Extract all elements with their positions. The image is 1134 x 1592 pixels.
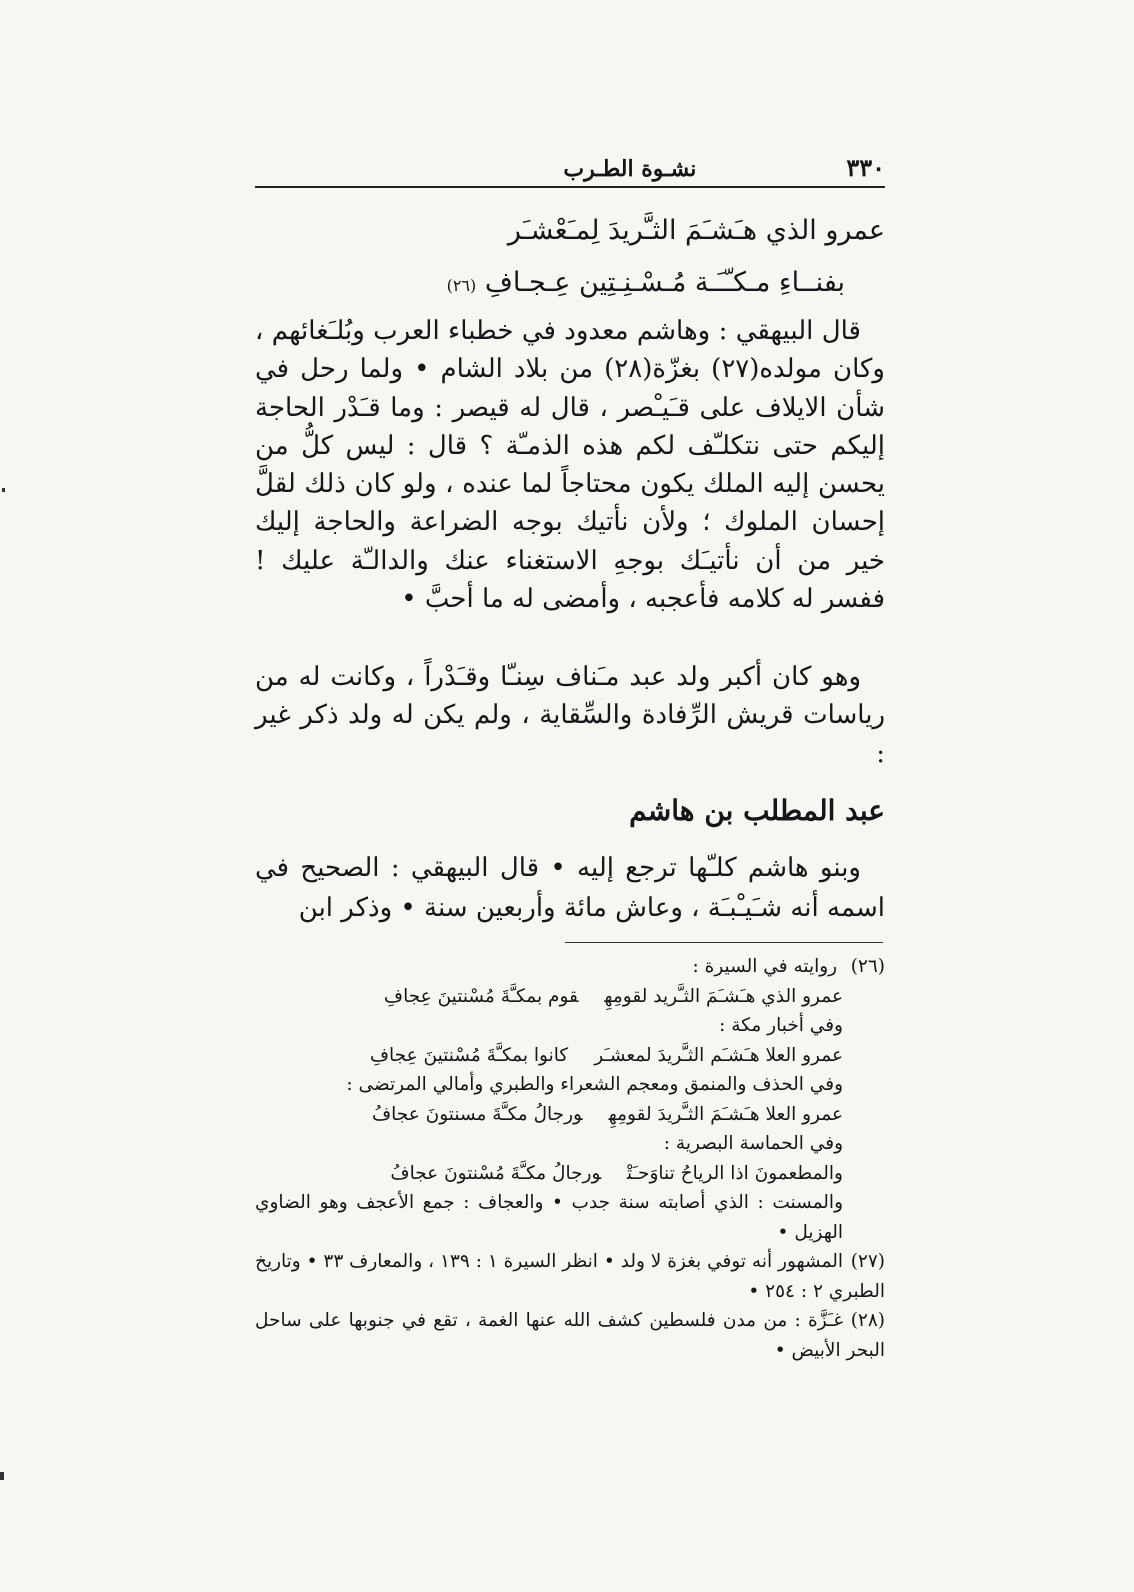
- scan-speck: [2, 488, 5, 492]
- paragraph-abd-manaf: وهو كان أكبر ولد عبد مـَناف سِنـّا وقـَدْراً ، وكانت له من رياسات قريش الرِّفادة والسِّقاية ، ولم يكن له ولد ذكر غير :: [255, 662, 885, 769]
- footnote-27: [255, 1247, 885, 1306]
- hemistich-a: والمطعمونَ اذا الرياحُ تناوَحـَتْ: [627, 1162, 843, 1184]
- page-number: ٣٣٠: [846, 153, 885, 182]
- footnote-verse-1: [255, 982, 885, 1012]
- footnote-verse-3: [255, 1100, 885, 1130]
- footnote-text: المشهور أنه توفي بغزة لا ولد • انظر السيرة ١ : ١٣٩ ، والمعارف ٣٣ • وتاريخ الطبري ٢ : ٢٥٤ •: [255, 1251, 885, 1302]
- footnotes: [255, 952, 885, 1365]
- verse-line-1: عمرو الذي هـَشـَمَ الثـَّريدَ لِمـَعْشـَر: [507, 215, 885, 246]
- footnote-source-label: وفي الحماسة البصرية :: [663, 1133, 843, 1154]
- hemistich-b: ورجالُ مكـَّةَ مُسْنتونَ عجافُ: [390, 1162, 602, 1184]
- footnote-source-label: وفي أخبار مكة :: [719, 1015, 843, 1036]
- paragraph-banu-hashim: وبنو هاشم كلـّها ترجع إليه • قال البيهقي : الصحيح في اسمه أنه شـَيـْبـَة ، وعاش مائة وأربعين سنة • وذكر ابن: [255, 853, 885, 923]
- page-header: [255, 150, 885, 188]
- footnote-28: [255, 1306, 885, 1365]
- opening-verse: [255, 205, 885, 312]
- footnote-number: (٢٨): [850, 1310, 885, 1331]
- footnote-number: (٢٦): [850, 956, 885, 977]
- footnote-number: (٢٧): [850, 1251, 885, 1272]
- hemistich-a: عمرو العلا هـَشـَمَ الثـَّريدَ لقومِهِ: [608, 1103, 843, 1125]
- hemistich-b: قوم بمكـَّةَ مُسْنتينَ عِجافِ: [383, 985, 579, 1007]
- hemistich-b: كانوا بمكـَّةَ مُسْنتينَ عِجافِ: [369, 1044, 569, 1066]
- footnote-verse-4: [255, 1159, 885, 1189]
- footnote-source-label: وفي الحذف والمنمق ومعجم الشعراء والطبري وأمالي المرتضى :: [346, 1074, 843, 1095]
- verse-line-2: [255, 257, 885, 312]
- footnote-26: [255, 952, 885, 1247]
- paragraph-hashim: قال البيهقي : وهاشم معدود في خطباء العرب وبُلـَغائهم ، وكان مولده(٢٧) بغزّة(٢٨) من بلاد الشام • ولما رحل في شأن الايلاف على قـَيـْصر ، قال له قيصر : وما قـَدْر الحاجة إليكم حتى نتكلـّف لكم هذه الذمـّة ؟ قال : ليس كلُّ من يحسن إليه الملك يكون محتاجاً لما عنده ، ولو كان ذلك لقلَّ إحسان الملوك ؛ ولأن نأتيك بوجه الضراعة والحاجة إليك خير من أن نأتيـَك بوجهِ الاستغناء عنك والدالـّة عليك ! ففسر له كلامه فأعجبه ، وأمضى له ما أحبَّ •: [255, 316, 885, 615]
- hemistich-b: ورجالُ مكـَّةَ مسنتونَ عجافُ: [371, 1103, 583, 1125]
- footnote-text: غـَزَّة : من مدن فلسطين كشف الله عنها الغمة ، تقع في جنوبها على ساحل البحر الأبيض •: [255, 1310, 885, 1361]
- hemistich-a: عمرو الذي هـَشـَمَ الثـَّريد لقومِهِ: [604, 985, 843, 1007]
- hemistich-a: عمرو العلا هـَشـَم الثـَّريدَ لمعشـَر: [594, 1044, 843, 1066]
- footnote-intro: روايته في السيرة :: [692, 956, 838, 977]
- verse-line-2-text: بفنــاءِ مـكـّـَـة مُـسْـنِـتِين عِـجـافِ: [484, 267, 845, 298]
- footnote-verse-2: [255, 1041, 885, 1071]
- footnote-ref-26: (٢٦): [446, 276, 477, 295]
- footnote-separator: [565, 942, 883, 943]
- running-title: نشـوة الطـرب: [563, 156, 697, 182]
- section-heading: عبد المطلب بن هاشم: [629, 794, 885, 827]
- footnote-gloss: والمسنت : الذي أصابته سنة جدب • والعجاف : جمع الأعجف وهو الضاوي الهزيل •: [255, 1192, 843, 1243]
- scan-speck: [0, 1472, 4, 1480]
